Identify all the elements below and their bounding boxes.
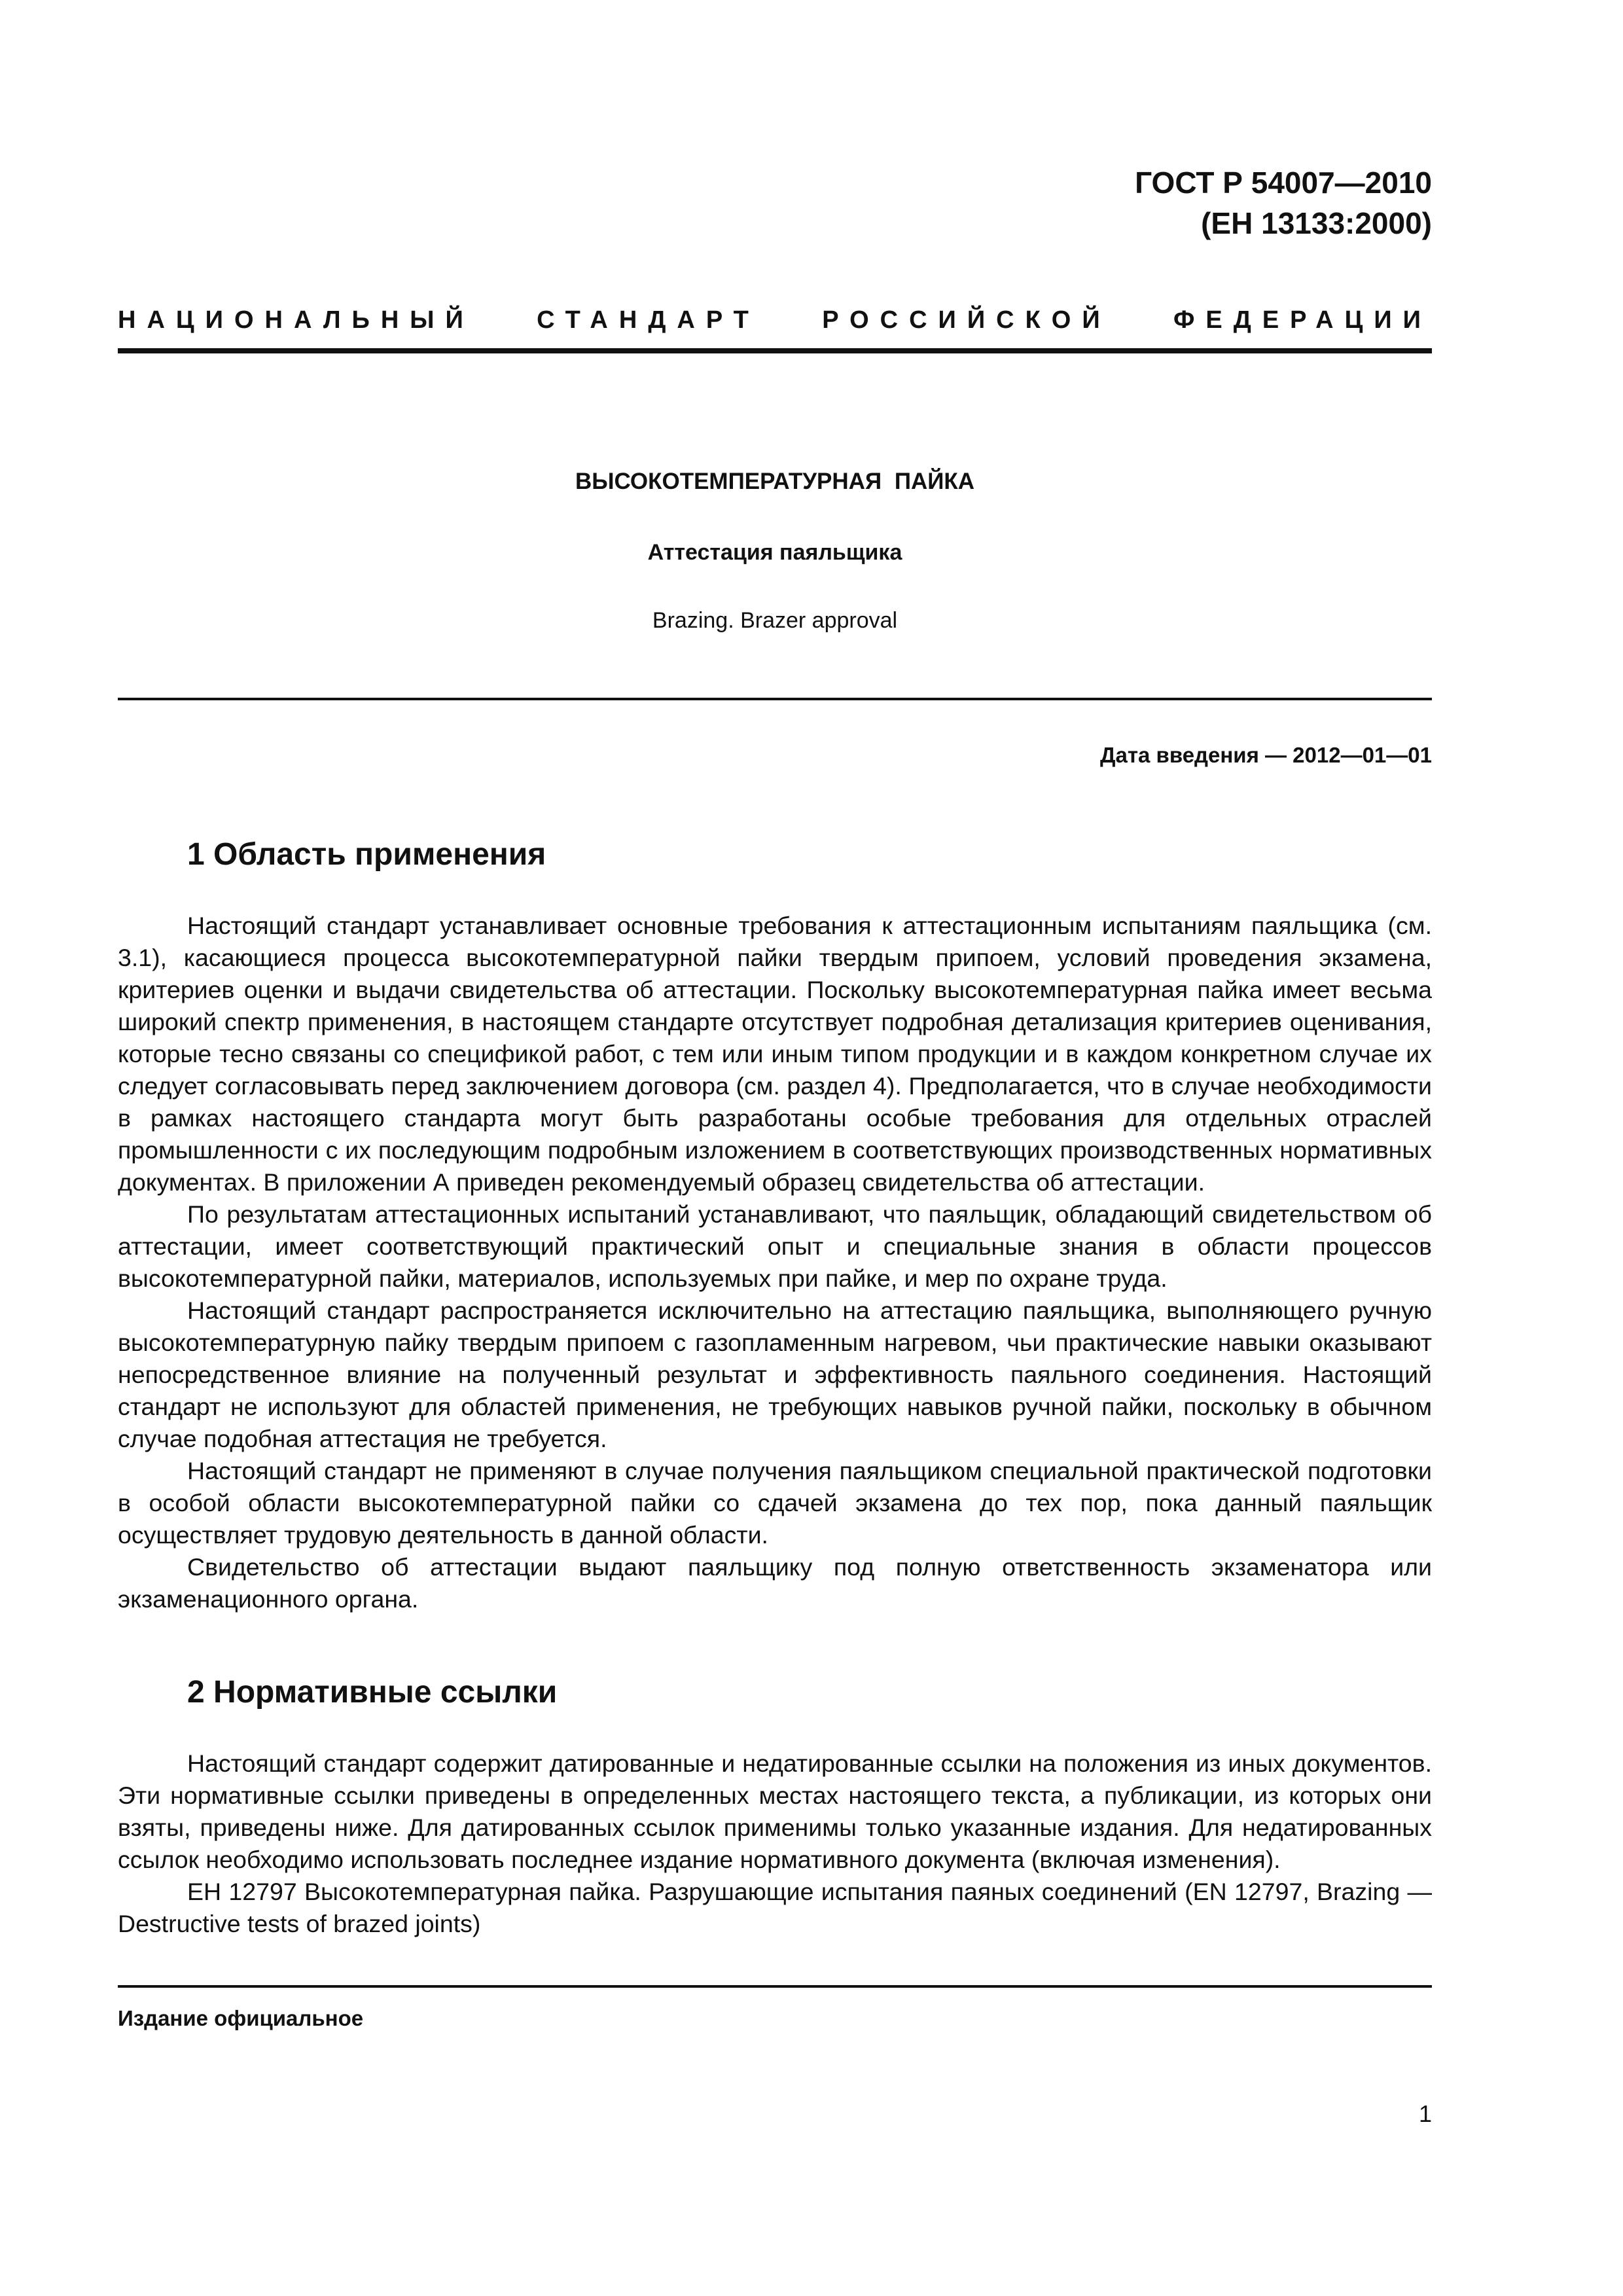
header-divider: [118, 348, 1432, 353]
document-subtitle: Аттестация паяльщика: [647, 540, 902, 565]
gost-number: ГОСТ Р 54007—2010: [1135, 166, 1432, 200]
page-number: 1: [1418, 2100, 1432, 2127]
paragraph: Настоящий стандарт не применяют в случае получения паяльщиком специальной практической подготовки в особой области высокотемпературной пайки со сдачей экзамена до тех пор, пока данный паяльщик осуществляет трудовую деятельность в данной области.: [118, 1457, 1432, 1549]
en-number: (ЕН 13133:2000): [1201, 206, 1432, 240]
paragraph: Свидетельство об аттестации выдают паяльщику под полную ответственность экзаменатора или экзаменационного органа.: [118, 1553, 1432, 1613]
paragraph: Настоящий стандарт содержит датированные и недатированные ссылки на положения из иных документов. Эти нормативные ссылки приведены в определенных местах настоящего текста, а публикации, из которых они взяты, приведены ниже. Для датированных ссылок применимы только указанные издания. Для недатированных ссылок необходимо использовать последнее издание нормативного документа (включая изменения).: [118, 1749, 1432, 1873]
national-standard-banner: НАЦИОНАЛЬНЫЙ СТАНДАРТ РОССИЙСКОЙ ФЕДЕРАЦИИ: [118, 306, 1432, 334]
document-title: ВЫСОКОТЕМПЕРАТУРНАЯ ПАЙКА: [575, 469, 975, 494]
paragraph: Настоящий стандарт устанавливает основные требования к аттестационным испытаниям паяльщика (см. 3.1), касающиеся процесса высокотемпературной пайки твердым припоем, условий проведения экзамена, критериев оценки и выдачи свидетельства об аттестации. Поскольку высокотемпературная пайка имеет весьма широкий спектр применения, в настоящем стандарте отсутствует подробная детализация критериев оценивания, которые тесно связаны со спецификой работ, с тем или иным типом продукции и в каждом конкретном случае их следует согласовывать перед заключением договора (см. раздел 4). Предполагается, что в случае необходимости в рамках настоящего стандарта могут быть разработаны особые требования для отдельных отраслей промышленности с их последующим подробным изложением в соответствующих производственных нормативных документах. В приложении А приведен рекомендуемый образец свидетельства об аттестации.: [118, 912, 1432, 1196]
section-2-heading: 2 Нормативные ссылки: [187, 1675, 558, 1710]
paragraph: По результатам аттестационных испытаний устанавливают, что паяльщик, обладающий свидетельством об аттестации, имеет соответствующий практический опыт и специальные знания в области процессов высокотемпературной пайки, материалов, используемых при пайке, и мер по охране труда.: [118, 1200, 1432, 1292]
introduction-date: Дата введения — 2012—01—01: [1100, 743, 1432, 767]
official-edition-label: Издание официальное: [118, 2006, 364, 2030]
footer-divider: [118, 1985, 1432, 1988]
section-2-body: [118, 1748, 1432, 1940]
section-1-body: [118, 910, 1432, 1615]
paragraph: Настоящий стандарт распространяется исключительно на аттестацию паяльщика, выполняющего ручную высокотемпературную пайку твердым припоем с газопламенным нагревом, чьи практические навыки оказывают непосредственное влияние на полученный результат и эффективность паяльного соединения. Настоящий стандарт не используют для областей применения, не требующих навыков ручной пайки, поскольку в обычном случае подобная аттестация не требуется.: [118, 1297, 1432, 1452]
standard-designation: [1135, 162, 1432, 243]
english-title: Brazing. Brazer approval: [652, 608, 898, 633]
title-divider: [118, 698, 1432, 700]
reference-entry: ЕН 12797 Высокотемпературная пайка. Разрушающие испытания паяных соединений (EN 12797, Brazing — Destructive tests of brazed joints): [118, 1878, 1432, 1937]
section-1-heading: 1 Область применения: [187, 837, 546, 872]
